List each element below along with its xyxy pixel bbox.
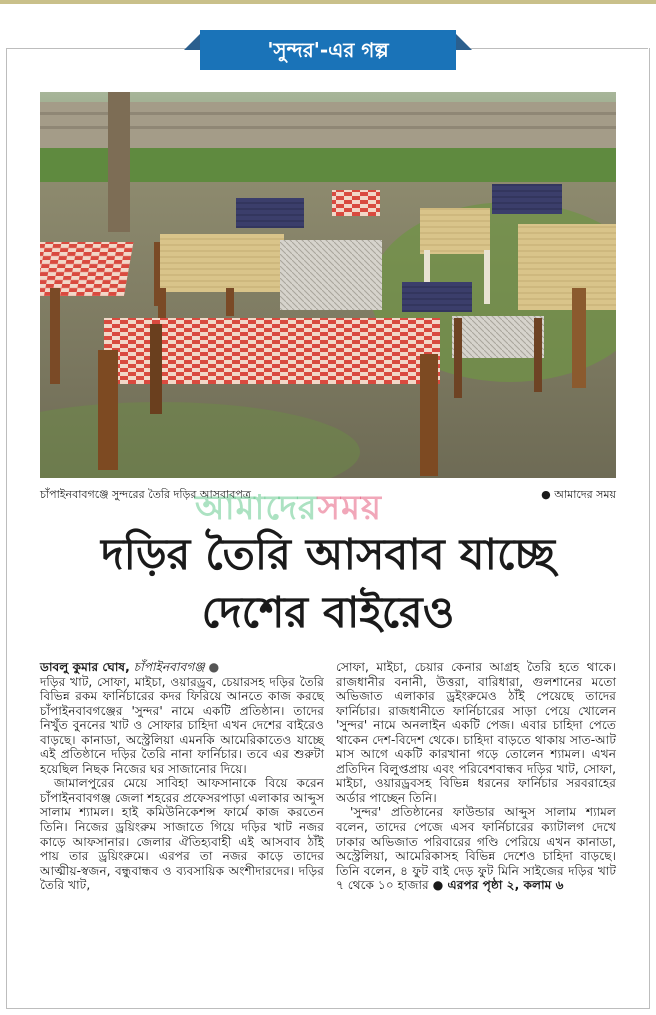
paragraph-2-cont: সোফা, মাইচা, চেয়ার কেনার আগ্রহ তৈরি হতে থাকে। রাজধানীর বনানী, উত্তরা, বারিধারা, গুলশানের মতো অভিজাত এলাকার ড্রইংরুমেও ঠাঁই পেয়েছে তাদের ফার্নিচার। রাজধানীতে ফার্নিচারের সাড়া পেয়ে খোলেন 'সুন্দর' নামে অনলাইন একটি পেজ। এবার চাহিদা পেতে থাকেন দেশ-বিদেশ থেকে। চাহিদা বাড়তে থাকায় সাত-আট মাস আগে একটি কারখানা গড়ে তোলেন শ্যামল। এখন প্রতিদিন বিলুপ্তপ্রায় এবং পরিবেশবান্ধব দড়ির খাট, সোফা, মাইচা, ওয়ারড্রবসহ বিভিন্ন ধরনের ফার্নিচার সরবরাহের অর্ডার পাচ্ছেন তিনি।	[336, 660, 616, 805]
bullet-icon: ●	[541, 488, 555, 501]
photo-credit-row	[541, 486, 616, 505]
top-color-bar	[0, 0, 656, 4]
headline-line2: দেশের বাইরেও	[201, 588, 455, 638]
continue-jump-line	[433, 878, 564, 892]
watermark-part1: আমাদের	[195, 488, 318, 528]
headline-line1: দড়ির তৈরি আসবাব যাচ্ছে	[101, 530, 555, 580]
paragraph-2-start: জামালপুরের মেয়ে সাবিহা আফসানাকে বিয়ে করেন চাঁপাইনবাবগঞ্জ জেলা শহরের প্রফেসরপাড়া এলাকার আব্দুস সালাম শ্যামল। হাই কমিউনিকেশন্স ফার্মে কাজ করতেন তিনি। নিজের ড্রয়িংরুম সাজাতে গিয়ে দড়ির খাট নজর কাড়ে আফসানার। জেলার ঐতিহ্যবাহী এই আসবাব ঠাঁই পায় তার ড্রয়িংরুমে। এরপর তা নজর কাড়ে তাদের আত্মীয়-স্বজন, বন্ধুবান্ধব ও ব্যবসায়িক অংশীদারদের। দড়ির তৈরি খাট,	[40, 776, 324, 893]
rope-furniture-photo	[40, 92, 616, 478]
article-column-right	[336, 660, 616, 893]
banner-fold-left	[184, 34, 200, 50]
watermark-logo	[195, 482, 465, 528]
byline-bullet-icon: ●	[208, 660, 220, 674]
section-banner: 'সুন্দর'-এর গল্প	[200, 30, 456, 70]
paragraph-3-text: 'সুন্দর' প্রতিষ্ঠানের ফাউন্ডার আব্দুস সালাম শ্যামল বলেন, তাদের পেজে এসব ফার্নিচারের ক্যাটালগ দেখে ঢাকার অভিজাত পরিবারের গণ্ডি পেরিয়ে এখন কানাডা, অস্ট্রেলিয়া, আমেরিকাসহ বিভিন্ন দেশেও চাহিদা বাড়ছে। তিনি বলেন, ৪ ফুট বাই দেড় ফুট মিনি সাইজের দড়ির খাট ৭ থেকে ১০ হাজার	[336, 805, 616, 893]
headline	[30, 526, 626, 642]
paragraph-1: দড়ির খাট, সোফা, মাইচা, ওয়ারড্রব, চেয়ারসহ দড়ির তৈরি বিভিন্ন রকম ফার্নিচারের কদর ফিরিয়ে আনতে কাজ করছে চাঁপাইনবাবগঞ্জের 'সুন্দর' নামে একটি প্রতিষ্ঠান। তাদের নিখুঁত বুননের খাট ও সোফার চাহিদা এখন দেশের বাইরেও বাড়ছে। কানাডা, অস্ট্রেলিয়া এমনকি আমেরিকাতেও যাচ্ছে এই প্রতিষ্ঠানে দড়ির তৈরি নানা ফার্নিচার। তবে এর শুরুটা হয়েছিল নিছক নিজের ঘর সাজানোর দিয়ে।	[40, 674, 324, 776]
photo-caption: চাঁপাইনবাবগঞ্জে সুন্দরের তৈরি দড়ির আসবাবপত্র	[40, 488, 251, 501]
photo-credit: আমাদের সময়	[554, 488, 616, 501]
article-photo	[40, 92, 616, 478]
frame-rule-right	[462, 48, 648, 49]
continue-jump: এরপর পৃষ্ঠা ২, কলাম ৬	[447, 878, 564, 893]
author-name: ডাবলু কুমার ঘোষ,	[40, 660, 130, 674]
article-column-left	[40, 660, 324, 893]
banner-fold-right	[456, 34, 472, 50]
paragraph-3	[336, 805, 616, 892]
frame-rule-left	[6, 48, 196, 49]
author-place: চাঁপাইনবাবগঞ্জ	[133, 660, 205, 674]
jump-bullet-icon: ●	[432, 878, 448, 893]
watermark-part2: সময়	[317, 488, 382, 528]
